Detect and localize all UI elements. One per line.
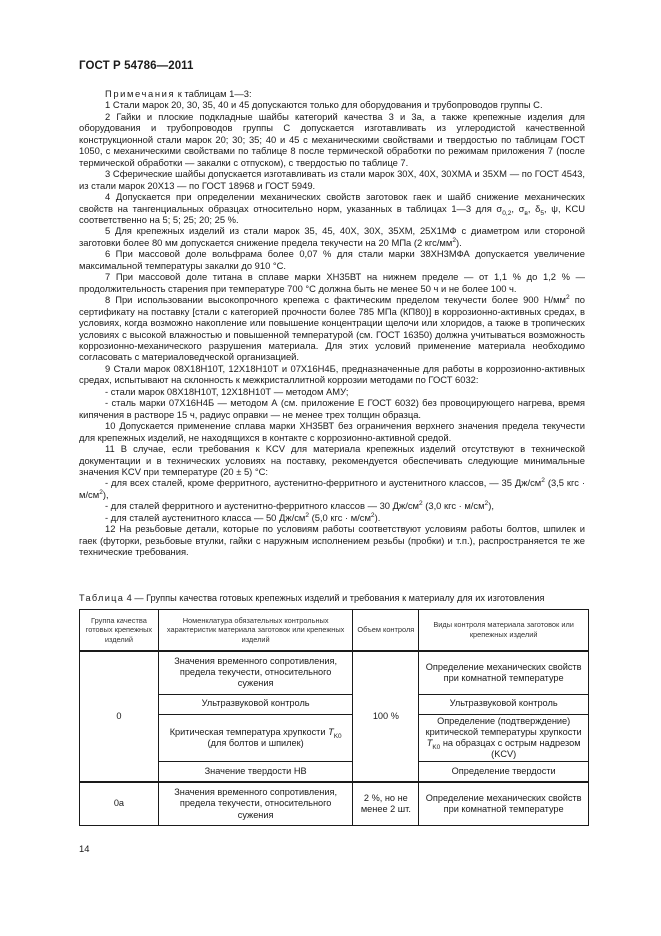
note-4-text-a: 4 Допускается при определении механических свойств заготовок гаек и шайб снижение механических свойств на тангенциальных образцах относительно норм, указанных в таблицах 1—3 для σ — [79, 191, 585, 214]
group-0-type-1: Определение механических свойств при комнатной температуре — [419, 651, 589, 694]
note-11: 11 В случае, если требования к KCV для материала крепежных изделий отсутствуют в технической документации и в технических условиях на поставку, рекомендуется обеспечивать следующие минимальные значения KCV при температуре (20 ± 5) °С: — [79, 443, 585, 477]
group-0-label: 0 — [80, 651, 159, 782]
note-11-item-2-a: - для сталей ферритного и аустенитно-ферритного классов — 30 Дж/см — [105, 500, 419, 512]
note-4-sub-1: 0,2 — [502, 209, 512, 217]
note-9-item-2: - сталь марки 07Х16Н4Б — методом А (см. приложение Е ГОСТ 6032) без провоцирующего нагрева, время кипячения в растворе 15 ч, радиус оправки — не менее трех толщин образца. — [79, 397, 585, 420]
group-0-char-3-a: Критическая температура хрупкости — [169, 726, 329, 737]
note-11-item-2 — [79, 500, 585, 511]
group-0-char-1: Значения временного сопротивления, предела текучести, относительного сужения — [158, 651, 353, 694]
table-header-row — [80, 610, 589, 652]
note-11-item-1-sup-1: 2 — [541, 477, 545, 485]
notes-title — [79, 88, 585, 99]
header-control-volume: Объем контроля — [353, 610, 419, 652]
note-10: 10 Допускается применение сплава марки ХН35ВТ без ограничения верхнего значения предела текучести для крепежных изделий, не находящихся в контакте с коррозионно-активной средой. — [79, 420, 585, 443]
group-0a-label: 0а — [80, 782, 159, 826]
group-0-type-4: Определение твердости — [419, 762, 589, 782]
note-11-item-1 — [79, 477, 585, 500]
table-caption-rest: 4 — Группы качества готовых крепежных изделий и требования к материалу для их изготовления — [124, 593, 545, 603]
header-quality-group: Группа качества готовых крепежных изделий — [80, 610, 159, 652]
note-4 — [79, 191, 585, 225]
notes-title-word: Примечания — [105, 88, 176, 99]
note-1: 1 Стали марок 20, 30, 35, 40 и 45 допускаются только для оборудования и трубопроводов группы С. — [105, 99, 543, 111]
group-0-type-3-sub: K0 — [432, 743, 441, 751]
note-11-item-3 — [79, 512, 585, 523]
group-0-type-2: Ультразвуковой контроль — [419, 694, 589, 714]
table-caption-word: Таблица — [79, 593, 125, 603]
table-row — [80, 651, 589, 694]
group-0-char-3-symbol: T — [328, 726, 334, 737]
standard-header: ГОСТ Р 54786—2011 — [79, 60, 194, 72]
note-11-item-2-b: (3,0 кгс · м/см — [422, 500, 485, 512]
header-characteristics: Номенклатура обязательных контрольных характеристик материала заготовок или крепежных изделий — [158, 610, 353, 652]
note-11-item-3-a: - для сталей аустенитного класса — 50 Дж/см — [105, 511, 306, 523]
note-9-item-1: - стали марок 08Х18Н10Т, 12Х18Н10Т — методом АМУ; — [105, 385, 349, 397]
note-6: 6 При массовой доле вольфрама более 0,07 % для стали марки 38ХН3МФА допускается увеличение максимальной температуры закалки до 910 °С. — [79, 248, 585, 271]
note-3: 3 Сферические шайбы допускается изготавливать из стали марок 30Х, 40Х, 30ХМА и 35ХМ — по ГОСТ 4543, из стали марок 20Х13 — по ГОСТ 18968 и ГОСТ 5949. — [79, 168, 585, 191]
note-4-text-c: , δ — [527, 202, 541, 214]
note-8-text-b: по сертификату на поставку [стали с категорией прочности более 785 МПа (КП80)] в коррозионно-активных средах, в условиях, когда возможно накопление или повышение концентрации щелочи или хлоридов, а также в тропических условиях с высокой влажностью и повышенной температурой (см. ГОСТ 16350) должна учитываться возможность коррозионно-механического разрушения материала. Для этих условий применение материала необходимо согласовать с материаловедческой организацией. — [79, 294, 585, 363]
note-4-text-d: , ψ, KCU соответственно на 5; 5; 25; 20; 25 %. — [79, 202, 586, 225]
note-9: 9 Стали марок 08Х18Н10Т, 12Х18Н10Т и 07Х16Н4Б, предназначенные для работы в коррозионно-активных средах, испытывают на склонность к межкристаллитной коррозии методами по ГОСТ 6032: — [79, 362, 585, 386]
group-0-type-3-symbol: T — [426, 737, 433, 748]
table-caption — [79, 593, 589, 603]
group-0a-type: Определение механических свойств при комнатной температуре — [419, 782, 589, 826]
group-0-type-3-b: на образцах с острым надрезом (KCV) — [440, 737, 581, 760]
note-5-sup: 2 — [452, 236, 456, 244]
group-0-char-3-sub: K0 — [333, 732, 342, 740]
group-0-char-3-b: (для болтов и шпилек) — [207, 737, 304, 748]
note-11-item-1-sup-2: 2 — [99, 488, 103, 496]
note-11-item-1-b: (3,5 кгс · м/см — [79, 477, 585, 500]
note-8 — [79, 294, 585, 363]
note-2: 2 Гайки и плоские подкладные шайбы категорий качества 3 и 3а, а также крепежные изделия для оборудования и трубопроводов группы С допускается изготавливать из углеродистой качественной конструкционной стали марок 20; 30; 35; 40 и 45 с механическими свойствами и твердостью по таблицам ГОСТ 1050, с механическими свойствами по таблице 8 после термической обработки по режимам приложения 7 (после термической обработки — закалки с отпуском), с твердостью по таблице 7. — [79, 110, 585, 168]
group-0-volume: 100 % — [353, 651, 419, 782]
note-11-item-2-sup-1: 2 — [418, 500, 423, 508]
group-0-char-2: Ультразвуковой контроль — [158, 694, 353, 714]
note-11-item-3-sup-1: 2 — [305, 511, 310, 519]
note-11-item-3-b: (5,0 кгс · м/см — [309, 511, 371, 523]
group-0a-char: Значения временного сопротивления, предела текучести, относительного сужения — [158, 782, 353, 826]
note-12: 12 На резьбовые детали, которые по условиям работы соответствуют условиям работы болтов, шпилек и гаек (футорки, резьбовые втулки, гайки с наружным исполнением резьбы (пробки) и т.п.), распространяется те же технические требования. — [79, 523, 585, 558]
note-5 — [79, 225, 585, 248]
note-11-item-2-sup-2: 2 — [484, 500, 489, 508]
group-0-type-3 — [419, 714, 589, 762]
group-0-char-3 — [158, 714, 353, 762]
table-row — [80, 782, 589, 826]
note-8-text-a: 8 При использовании высокопрочного крепежа с фактическим пределом текучести более 900 Н/мм — [105, 294, 567, 306]
group-0-type-3-a: Определение (подтверждение) критической температуры хрупкости — [425, 715, 582, 737]
note-11-item-3-c: ). — [374, 511, 381, 523]
note-7: 7 При массовой доле титана в сплаве марки ХН35ВТ на нижнем пределе — от 1,1 % до 1,2 % — продолжительность старения при температуре 700 °С должна быть не менее 50 ч и не более 100 ч. — [79, 271, 585, 294]
note-11-item-1-a: - для всех сталей, кроме ферритного, аустенитно-ферритного и аустенитного классов, — 35 Дж/см — [105, 477, 542, 489]
note-8-sup: 2 — [566, 294, 570, 302]
page-number: 14 — [79, 843, 90, 854]
note-5-text-a: 5 Для крепежных изделий из стали марок 35, 45, 40Х, 30Х, 35ХМ, 25Х1МФ с диаметром или стороной заготовки более 80 мм допускается снижение предела текучести на 20 МПа (2 кгс/мм — [79, 225, 585, 248]
note-4-sub-3: 5 — [540, 209, 545, 217]
note-4-text-b: , σ — [511, 202, 525, 214]
group-0-char-4: Значение твердости НВ — [158, 762, 353, 782]
note-11-item-3-sup-2: 2 — [370, 511, 375, 519]
header-control-types: Виды контроля материала заготовок или крепежных изделий — [419, 610, 589, 652]
quality-groups-table — [79, 609, 589, 826]
notes-title-rest: к таблицам 1—3: — [175, 88, 252, 99]
table-notes — [79, 88, 585, 558]
note-11-item-1-c: ), — [102, 488, 109, 500]
note-4-sub-2: в — [524, 209, 528, 217]
note-11-item-2-c: ), — [488, 500, 494, 512]
group-0a-volume: 2 %, но не менее 2 шт. — [353, 782, 419, 826]
note-5-text-b: ). — [455, 236, 462, 248]
